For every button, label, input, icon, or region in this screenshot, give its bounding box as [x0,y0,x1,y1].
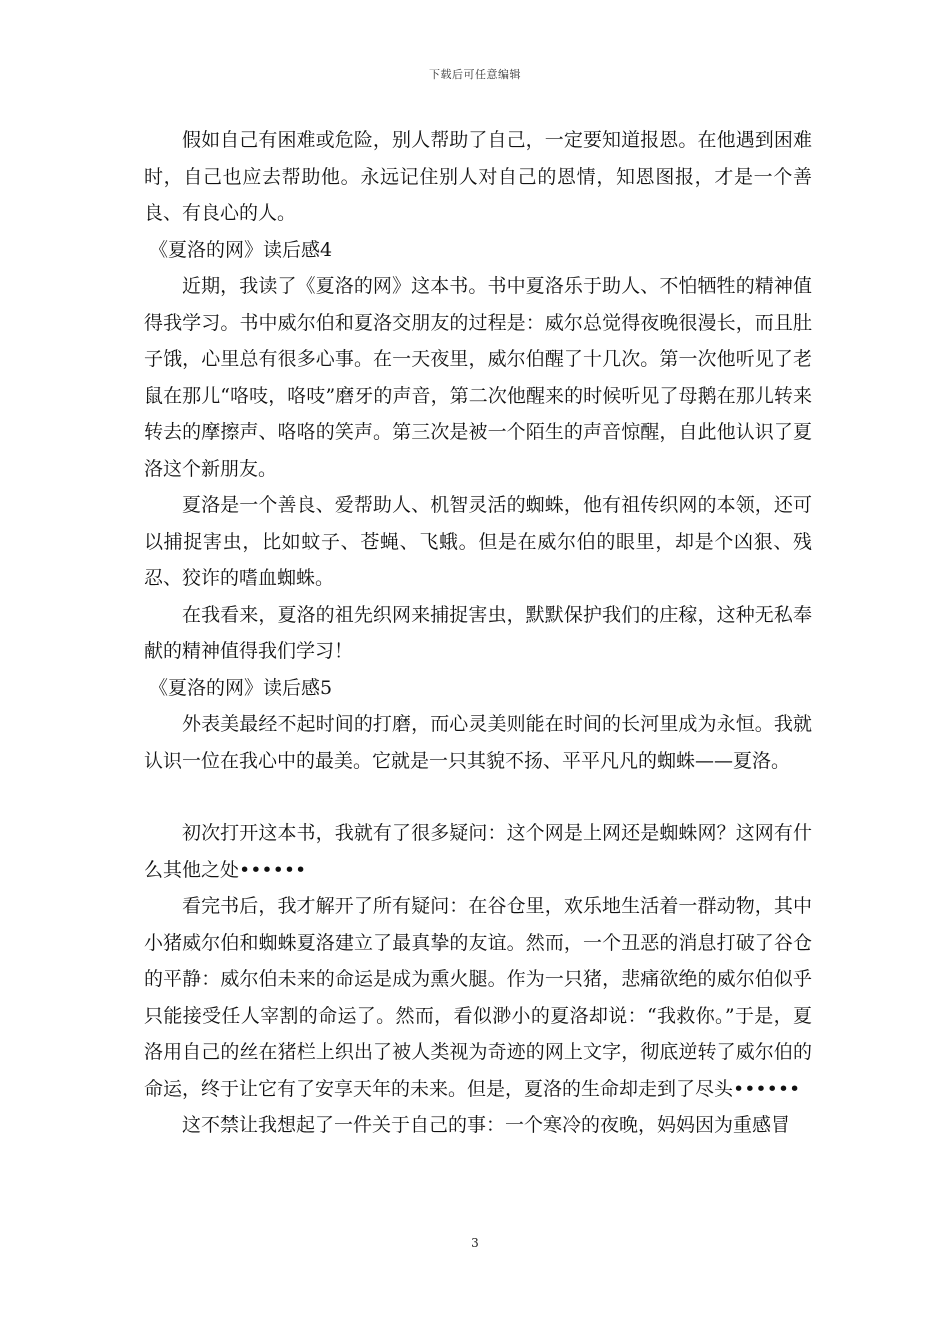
section-heading: 《夏洛的网》读后感5 [149,676,333,699]
paragraph: 假如自己有困难或危险，别人帮助了自己，一定要知道报恩。在他遇到困难时，自己也应去帮助他。永远记住别人对自己的恩情，知恩图报，才是一个善良、有良心的人。 [144,129,812,224]
paragraph: 看完书后，我才解开了所有疑问：在谷仓里，欢乐地生活着一群动物，其中小猪威尔伯和蜘蛛夏洛建立了最真挚的友谊。然而，一个丑恶的消息打破了谷仓的平静：威尔伯未来的命运是成为熏火腿。作为一只猪，悲痛欲绝的威尔伯似乎只能接受任人宰割的命运了。然而，看似渺小的夏洛却说：“我救你。”于是，夏洛用自己的丝在猪栏上织出了被人类视为奇迹的网上文字，彻底逆转了威尔伯的命运，终于让它有了安享天年的未来。但是，夏洛的生命却走到了尽头•••••• [144,895,812,1100]
paragraph: 夏洛是一个善良、爱帮助人、机智灵活的蜘蛛，他有祖传织网的本领，还可以捕捉害虫，比如蚊子、苍蝇、飞蛾。但是在威尔伯的眼里，却是个凶狠、残忍、狡诈的嗜血蜘蛛。 [144,494,812,589]
paragraph: 这不禁让我想起了一件关于自己的事：一个寒冷的夜晚，妈妈因为重感冒 [182,1114,791,1136]
document-body [144,122,812,1144]
blank-line [144,779,812,815]
paragraph: 在我看来，夏洛的祖先织网来捕捉害虫，默默保护我们的庄稼，这种无私奉献的精神值得我们学习！ [144,603,812,662]
paragraph: 外表美最经不起时间的打磨，而心灵美则能在时间的长河里成为永恒。我就认识一位在我心中的最美。它就是一只其貌不扬、平平凡凡的蜘蛛——夏洛。 [144,713,812,772]
paragraph: 近期，我读了《夏洛的网》这本书。书中夏洛乐于助人、不怕牺牲的精神值得我学习。书中威尔伯和夏洛交朋友的过程是：威尔总觉得夜晚很漫长，而且肚子饿，心里总有很多心事。在一天夜里，威尔伯醒了十几次。第一次他听见了老鼠在那儿“咯吱，咯吱”磨牙的声音，第二次他醒来的时候听见了母鹅在那儿转来转去的摩擦声、咯咯的笑声。第三次是被一个陌生的声音惊醒，自此他认识了夏洛这个新朋友。 [144,275,812,480]
paragraph: 初次打开这本书，我就有了很多疑问：这个网是上网还是蜘蛛网？这网有什么其他之处•••••• [144,822,812,881]
section-heading: 《夏洛的网》读后感4 [149,238,333,261]
page-number: 3 [471,1236,479,1250]
page-header: 下载后可任意编辑 [429,68,521,81]
